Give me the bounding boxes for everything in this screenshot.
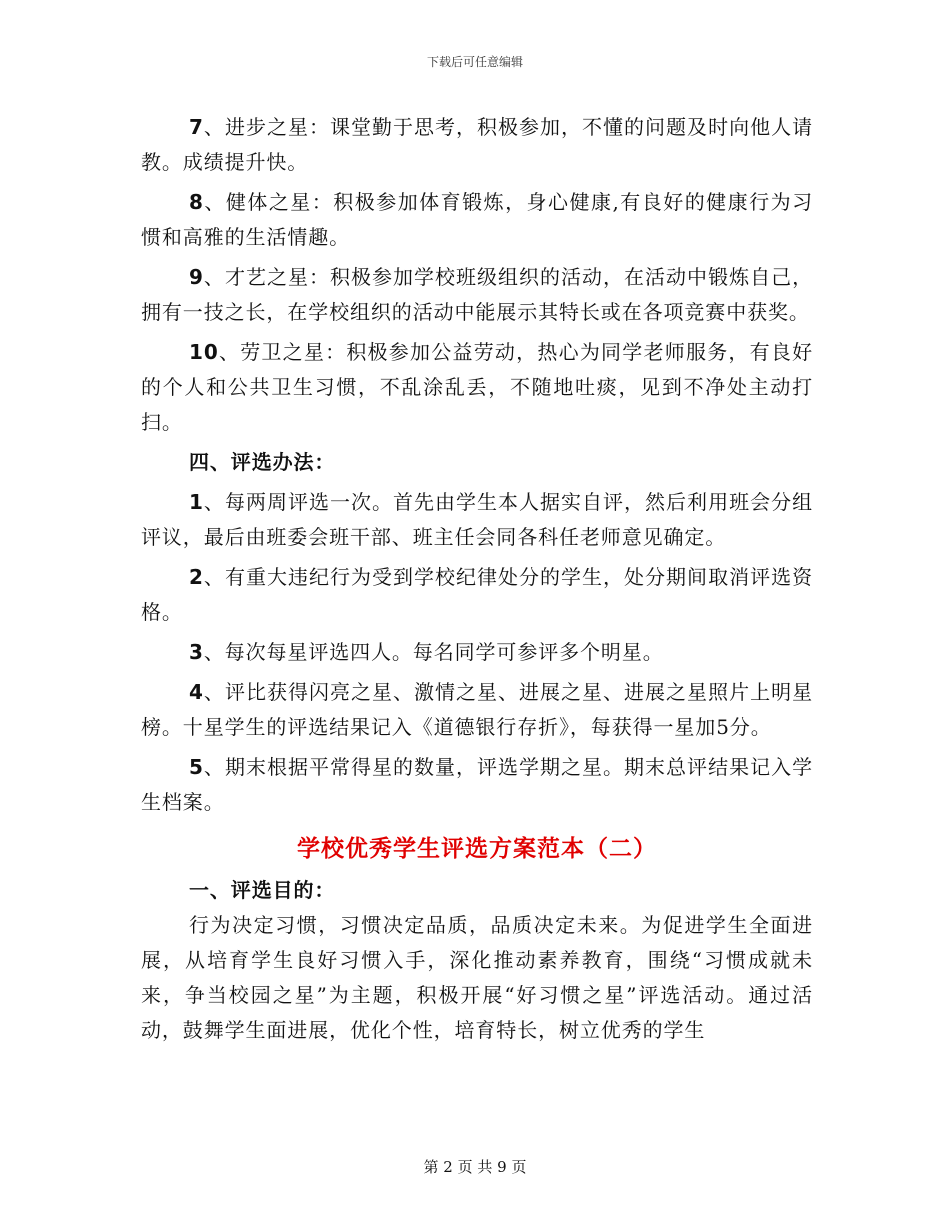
item-number: 10 (189, 340, 219, 364)
item-text: 、劳卫之星：积极参加公益劳动，热心为同学老师服务，有良好的个人和公共卫生习惯，不乱涂乱丢，不随地吐痰，见到不净处主动打扫。 (141, 340, 813, 434)
item-number: 1 (189, 490, 204, 514)
item-text: 、每次每星评选四人。每名同学可参评多个明星。 (203, 640, 664, 664)
item-number: 5 (189, 755, 204, 779)
method-item-1 (141, 485, 813, 555)
item-number: 4 (189, 680, 204, 704)
section-heading-evaluation-method: 四、评选办法： (189, 450, 336, 474)
item-text: 、每两周评选一次。首先由学生本人据实自评，然后利用班会分组评议，最后由班委会班干部、班主任会同各科任老师意见确定。 (141, 490, 813, 549)
item-text: 、有重大违纪行为受到学校纪律处分的学生，处分期间取消评选资格。 (141, 565, 813, 624)
list-item-8 (141, 185, 813, 255)
item-number: 2 (189, 565, 204, 589)
list-item-10 (141, 335, 813, 440)
item-text: 、期末根据平常得星的数量，评选学期之星。期末总评结果记入学生档案。 (141, 755, 813, 814)
header-note: 下载后可任意编辑 (426, 55, 523, 69)
list-item-9 (141, 260, 813, 330)
method-item-5 (141, 750, 813, 820)
item-text: 、才艺之星：积极参加学校班级组织的活动，在活动中锻炼自己，拥有一技之长，在学校组织的活动中能展示其特长或在各项竞赛中获奖。 (141, 265, 813, 324)
method-item-4 (141, 675, 813, 745)
item-text: 、进步之星：课堂勤于思考，积极参加，不懂的问题及时向他人请教。成绩提升快。 (141, 115, 813, 174)
list-item-7 (141, 110, 813, 180)
document-body (141, 110, 813, 1048)
document-section-title: 学校优秀学生评选方案范本（二） (297, 836, 657, 862)
method-item-3 (141, 635, 813, 670)
page-number: 第 2 页 共 9 页 (423, 1158, 527, 1176)
item-number: 7 (189, 115, 204, 139)
item-text: 、健体之星：积极参加体育锻炼，身心健康,有良好的健康行为习惯和高雅的生活情趣。 (141, 190, 813, 249)
purpose-paragraph: 行为决定习惯，习惯决定品质，品质决定未来。为促进学生全面进展，从培育学生良好习惯入手，深化推动素养教育，围绕“习惯成就未来，争当校园之星”为主题，积极开展“好习惯之星”评选活动。通过活动，鼓舞学生面进展，优化个性，培育特长，树立优秀的学生 (141, 913, 813, 1042)
item-number: 9 (189, 265, 204, 289)
method-item-2 (141, 560, 813, 630)
item-number: 3 (189, 640, 204, 664)
item-number: 8 (189, 190, 204, 214)
item-text: 、评比获得闪亮之星、激情之星、进展之星、进展之星照片上明星榜。十星学生的评选结果记入《道德银行存折》，每获得一星加5分。 (141, 680, 813, 739)
section-heading-purpose: 一、评选目的： (189, 878, 336, 902)
